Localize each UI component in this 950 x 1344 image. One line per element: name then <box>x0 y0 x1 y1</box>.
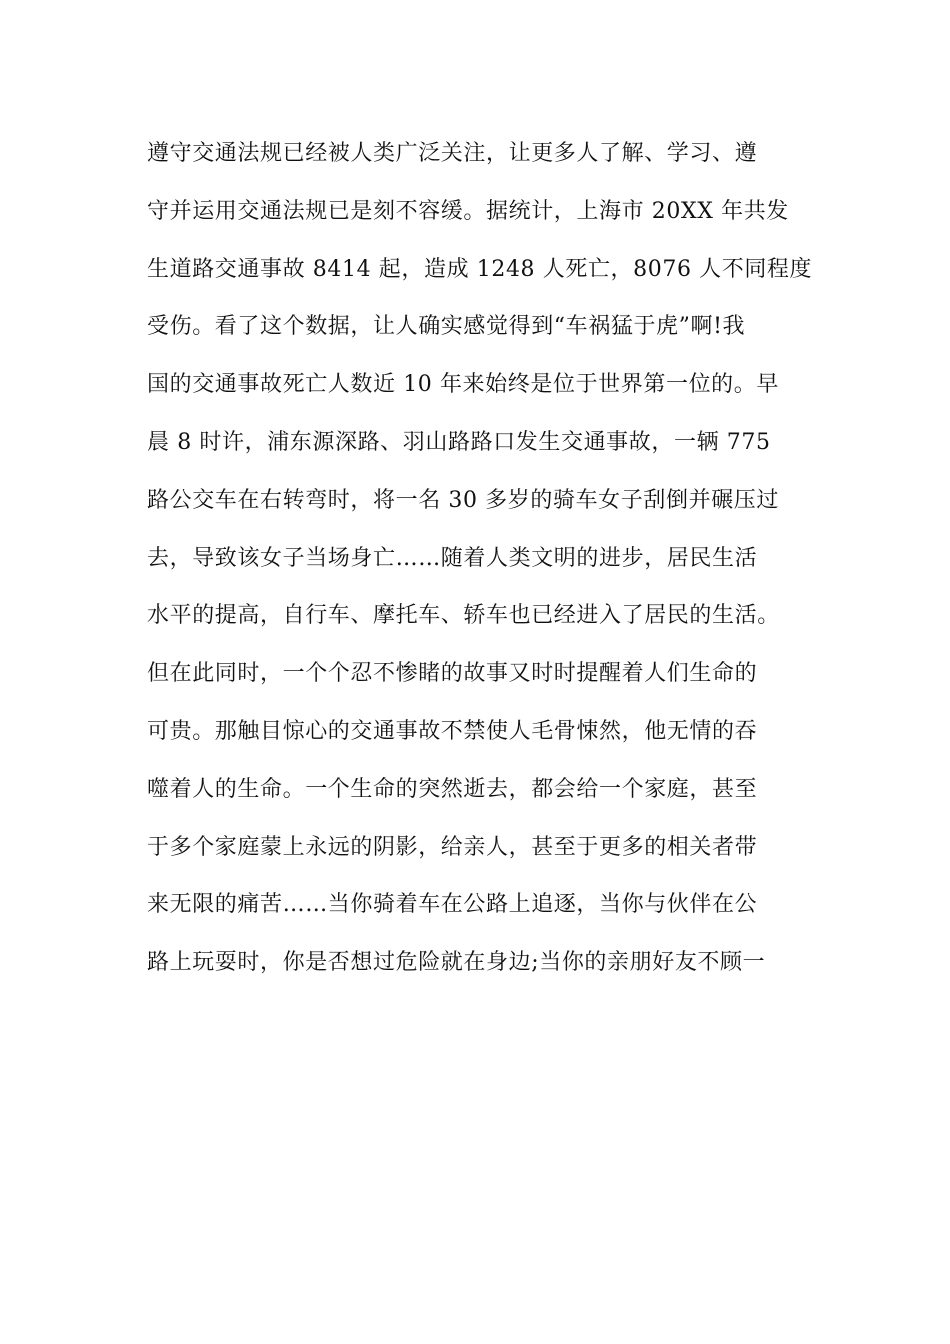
text-line: 来无限的痛苦……当你骑着车在公路上追逐，当你与伙伴在公 <box>147 892 758 918</box>
text-line: 于多个家庭蒙上永远的阴影，给亲人，甚至于更多的相关者带 <box>147 834 758 860</box>
text-line: 国的交通事故死亡人数近 10 年来始终是位于世界第一位的。早 <box>147 372 779 398</box>
text-line: 生道路交通事故 8414 起，造成 1248 人死亡，8076 人不同程度 <box>147 256 813 282</box>
text-line: 水平的提高，自行车、摩托车、轿车也已经进入了居民的生活。 <box>147 603 780 629</box>
body-paragraph <box>147 130 827 997</box>
text-line: 遵守交通法规已经被人类广泛关注，让更多人了解、学习、遵 <box>147 141 758 166</box>
text-line: 受伤。看了这个数据，让人确实感觉得到“车祸猛于虎”啊!我 <box>147 314 746 340</box>
text-line: 守并运用交通法规已是刻不容缓。据统计，上海市 20XX 年共发 <box>147 198 789 224</box>
text-line: 去，导致该女子当场身亡……随着人类文明的进步，居民生活 <box>147 545 758 571</box>
text-line: 路公交车在右转弯时，将一名 30 多岁的骑车女子刮倒并碾压过 <box>147 487 779 513</box>
text-line: 可贵。那触目惊心的交通事故不禁使人毛骨悚然，他无情的吞 <box>147 718 758 744</box>
text-line: 路上玩耍时，你是否想过危险就在身边;当你的亲朋好友不顾一 <box>147 950 766 976</box>
text-line: 噬着人的生命。一个生命的突然逝去，都会给一个家庭，甚至 <box>147 776 758 802</box>
text-line: 晨 8 时许，浦东源深路、羽山路路口发生交通事故，一辆 775 <box>147 429 771 455</box>
text-line: 但在此同时，一个个忍不惨睹的故事又时时提醒着人们生命的 <box>147 661 758 687</box>
